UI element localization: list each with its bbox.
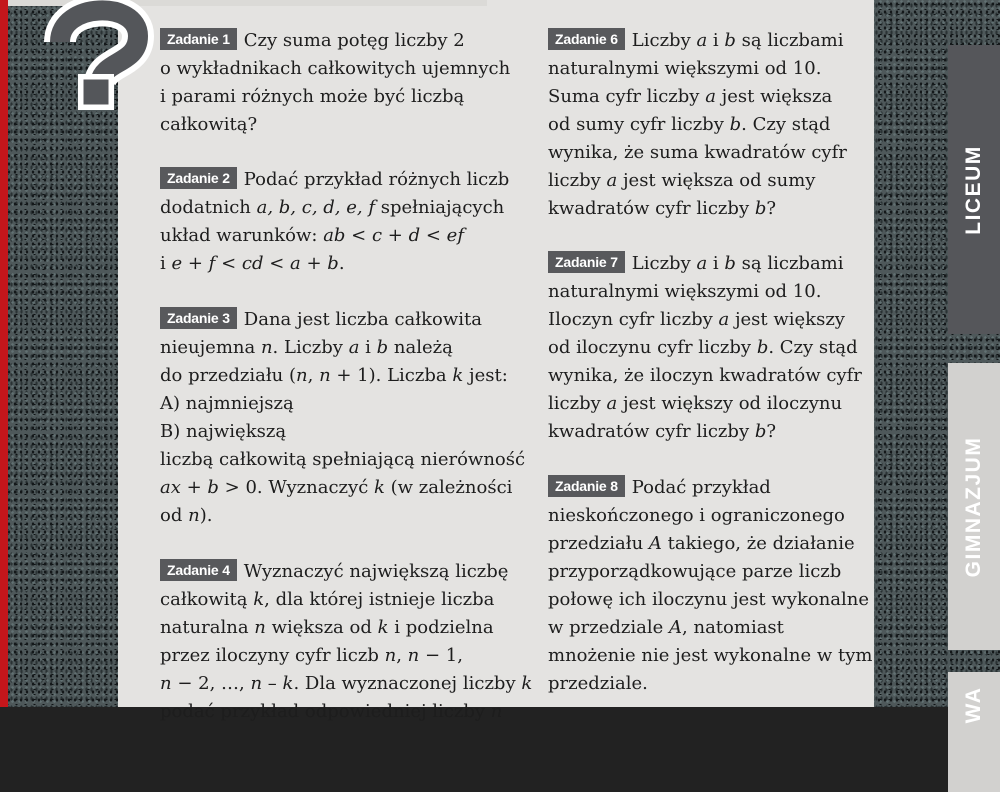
tab-liceum[interactable] — [948, 45, 1000, 334]
tab-gimnazjum[interactable] — [948, 363, 1000, 650]
task-line: mnożenie nie jest wykonalne w tym — [548, 645, 873, 666]
task-line: przedziale. — [548, 673, 648, 694]
task-line: kwadratów cyfr liczby b? — [548, 421, 777, 442]
task-line: Zadanie 3 Dana jest liczba całkowita — [160, 306, 520, 334]
task-line: liczby a jest większa od sumy — [548, 170, 816, 191]
task-badge: Zadanie 8 — [548, 475, 625, 497]
task-line: Zadanie 8 Podać przykład — [548, 474, 908, 502]
task-zadanie-7 — [548, 250, 908, 446]
task-line: w przedziale A, natomiast — [548, 617, 784, 638]
task-line: naturalnymi większymi od 10. — [548, 281, 822, 302]
task-line: od sumy cyfr liczby b. Czy stąd — [548, 114, 831, 135]
task-line: i e + f < cd < a + b. — [160, 253, 345, 274]
task-line: Iloczyn cyfr liczby a jest większy — [548, 309, 845, 330]
task-line: nieujemna n. Liczby a i b należą — [160, 337, 453, 358]
task-line: kwadratów cyfr liczby b? — [548, 198, 777, 219]
task-line: liczbą całkowitą spełniającą nierówność — [160, 449, 526, 470]
task-line: Zadanie 7 Liczby a i b są liczbami — [548, 250, 908, 278]
task-line: ax + b > 0. Wyznaczyć k (w zależności — [160, 477, 513, 498]
task-badge: Zadanie 1 — [160, 28, 237, 50]
task-line: od iloczynu cyfr liczby b. Czy stąd — [548, 337, 858, 358]
task-line: A) najmniejszą — [160, 393, 294, 414]
task-line: Zadanie 6 Liczby a i b są liczbami — [548, 27, 908, 55]
task-zadanie-2 — [160, 166, 520, 278]
task-line: naturalnymi większymi od 10. — [548, 58, 822, 79]
task-line: Zadanie 2 Podać przykład różnych liczb — [160, 166, 520, 194]
task-badge: Zadanie 3 — [160, 307, 237, 329]
task-line: przyporządkowujące parze liczb — [548, 561, 842, 582]
task-badge: Zadanie 4 — [160, 559, 237, 581]
task-line: układ warunków: ab < c + d < ef — [160, 225, 464, 246]
task-line: liczby a jest większy od iloczynu — [548, 393, 843, 414]
task-line: całkowitą k, dla której istnieje liczba — [160, 589, 495, 610]
task-line: B) największą — [160, 421, 287, 442]
task-line: wynika, że suma kwadratów cyfr — [548, 142, 847, 163]
task-zadanie-4 — [160, 558, 533, 726]
task-line: połowę ich iloczynu jest wykonalne — [548, 589, 870, 610]
task-line: dodatnich a, b, c, d, e, f spełniających — [160, 197, 505, 218]
tab-liceum-label: LICEUM — [962, 144, 985, 235]
task-line: wynika, że iloczyn kwadratów cyfr — [548, 365, 862, 386]
task-line: naturalna n większa od k i podzielna — [160, 617, 494, 638]
task-line: całkowitą? — [160, 114, 258, 135]
task-badge: Zadanie 2 — [160, 167, 237, 189]
task-zadanie-3 — [160, 306, 526, 530]
question-mark-graphic — [52, 0, 147, 115]
task-zadanie-1 — [160, 27, 520, 139]
tab-bottom-partial[interactable] — [948, 672, 1000, 792]
task-line: o wykładnikach całkowitych ujemnych — [160, 58, 511, 79]
task-line: przez iloczyny cyfr liczb n, n − 1, — [160, 645, 463, 666]
task-line: nieskończonego i ograniczonego — [548, 505, 845, 526]
task-badge: Zadanie 6 — [548, 28, 625, 50]
task-badge: Zadanie 7 — [548, 251, 625, 273]
task-line: Zadanie 1 Czy suma potęg liczby 2 — [160, 27, 520, 55]
task-zadanie-6 — [548, 27, 908, 223]
task-line: Suma cyfr liczby a jest większa — [548, 86, 833, 107]
red-edge-strip — [0, 0, 8, 707]
task-line: Zadanie 4 Wyznaczyć największą liczbę — [160, 558, 520, 586]
task-line: do przedziału (n, n + 1). Liczba k jest: — [160, 365, 508, 386]
task-line: podać przykład odpowiedniej liczby n — [160, 701, 503, 722]
task-line: od n). — [160, 505, 213, 526]
tab-gimnazjum-label: GIMNAZJUM — [962, 436, 985, 577]
task-zadanie-8 — [548, 474, 908, 698]
tab-bottom-partial-label: WA — [962, 686, 985, 724]
task-line: n − 2, …, n – k. Dla wyznaczonej liczby k — [160, 673, 533, 694]
task-line: i parami różnych może być liczbą — [160, 86, 465, 107]
task-line: przedziału A takiego, że działanie — [548, 533, 855, 554]
